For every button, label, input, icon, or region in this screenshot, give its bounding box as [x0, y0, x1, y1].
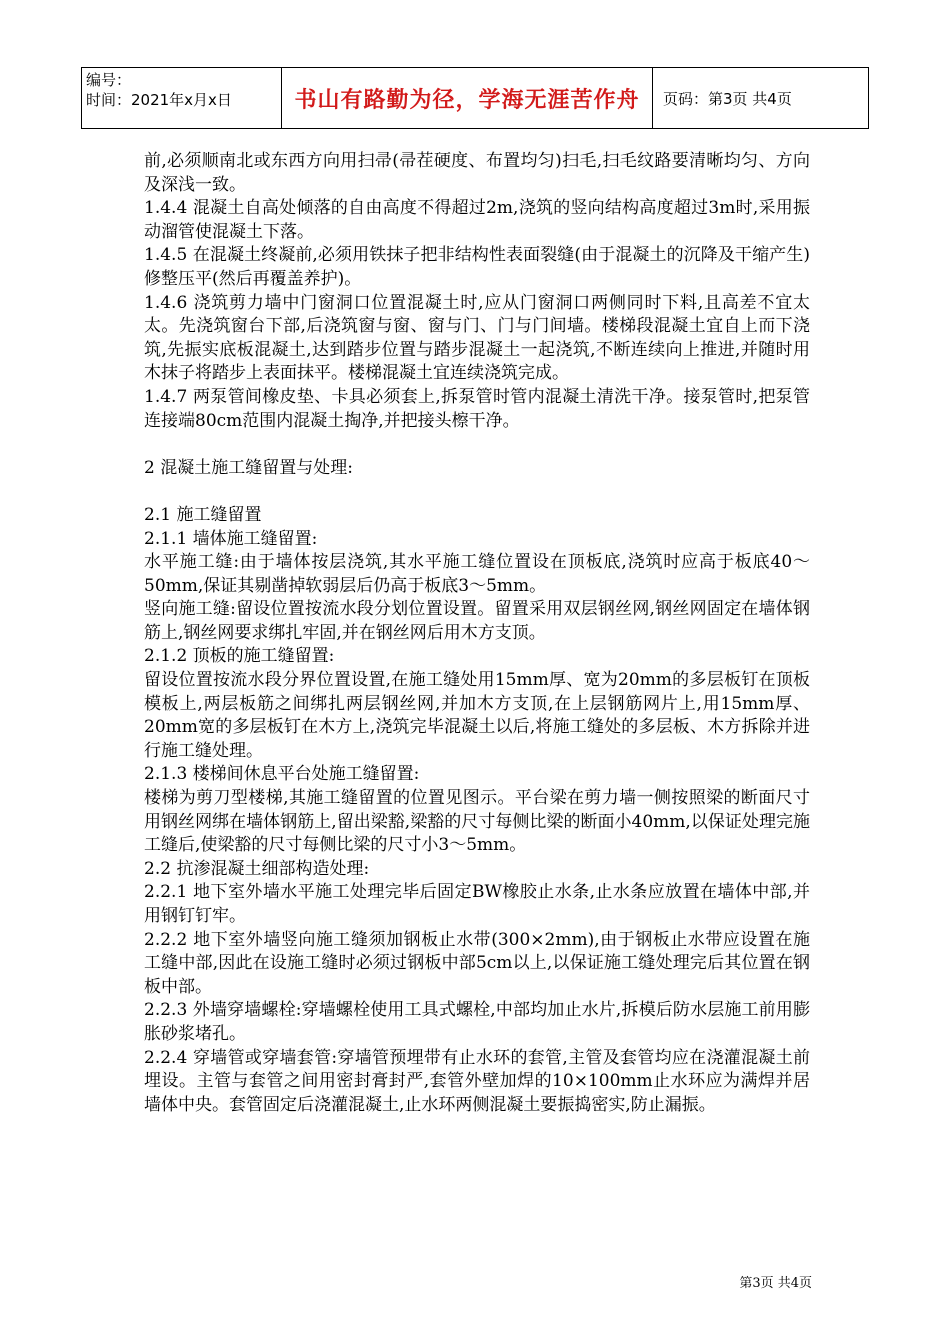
section-heading: 2 混凝土施工缝留置与处理: [144, 457, 353, 478]
body-paragraph: 1.4.6 浇筑剪力墙中门窗洞口位置混凝土时,应从门窗洞口两侧同时下料,且高差不宜太太。先浇筑窗台下部,后浇筑窗与窗、窗与门、门与门间墙。楼梯段混凝土宜自上而下浇筑,先振实底板混凝土,达到踏步位置与踏步混凝土一起浇筑,不断连续向上推进,并随时用木抹子将踏步上表面抹平。楼梯混凝土宜连续浇筑完成。 [144, 292, 810, 384]
document-number-label: 编号： [86, 71, 132, 89]
blank-line [144, 480, 810, 504]
body-paragraph: 2.2.2 地下室外墙竖向施工缝须加钢板止水带(300×2mm),由于钢板止水带应设置在施工缝中部,因此在设施工缝时必须过钢板中部5cm以上,以保证施工缝处理完后其位置在钢板中部。 [144, 929, 810, 997]
blank-line [144, 433, 810, 457]
page-header [81, 67, 869, 129]
body-paragraph: 2.2.4 穿墙管或穿墙套管:穿墙管预埋带有止水环的套管,主管及套管均应在浇灌混凝土前埋设。主管与套管之间用密封膏封严,套管外壁加焊的10×100mm止水环应为满焊并居墙体中央。套管固定后浇灌混凝土,止水环两侧混凝土要振捣密实,防止漏振。 [144, 1047, 810, 1115]
subsection-heading: 2.1.3 楼梯间休息平台处施工缝留置: [144, 764, 420, 785]
body-paragraph: 2.2.3 外墙穿墙螺栓:穿墙螺栓使用工具式螺栓,中部均加止水片,拆模后防水层施工前用膨胀砂浆堵孔。 [144, 1000, 810, 1044]
header-motto: 书山有路勤为径，学海无涯苦作舟 [282, 68, 653, 128]
subsection-heading: 2.1 施工缝留置 [144, 504, 262, 525]
page-footer: 第3页 共4页 [739, 1276, 812, 1291]
body-paragraph: 水平施工缝:由于墙体按层浇筑,其水平施工缝位置设在顶板底,浇筑时应高于板底40～50mm,保证其剔凿掉软弱层后仍高于板底3～5mm。 [144, 552, 810, 596]
header-page-label: 页码：第3页 共4页 [663, 89, 792, 108]
body-paragraph: 楼梯为剪刀型楼梯,其施工缝留置的位置见图示。平台梁在剪力墙一侧按照梁的断面尺寸用钢丝网绑在墙体钢筋上,留出梁豁,梁豁的尺寸每侧比梁的断面小40mm,以保证处理完施工缝后,使梁豁的尺寸每侧比梁的尺寸小3～5mm。 [144, 788, 810, 856]
body-paragraph: 2.2.1 地下室外墙水平施工处理完毕后固定BW橡胶止水条,止水条应放置在墙体中部,并用钢钉钉牢。 [144, 882, 810, 926]
body-paragraph: 前,必须顺南北或东西方向用扫帚(帚茬硬度、布置均匀)扫毛,扫毛纹路要清晰均匀、方向及深浅一致。 [144, 151, 810, 195]
body-paragraph: 竖向施工缝:留设位置按流水段分划位置设置。留置采用双层钢丝网,钢丝网固定在墙体钢筋上,钢丝网要求绑扎牢固,并在钢丝网后用木方支顶。 [144, 599, 810, 643]
document-body [144, 150, 810, 1117]
body-paragraph: 1.4.7 两泵管间橡皮垫、卡具必须套上,拆泵管时管内混凝土清洗干净。接泵管时,把泵管连接端80cm范围内混凝土掏净,并把接头檫干净。 [144, 386, 810, 431]
body-paragraph: 1.4.4 混凝土自高处倾落的自由高度不得超过2m,浇筑的竖向结构高度超过3m时,采用振动溜管使混凝土下落。 [144, 198, 810, 242]
document-time-label: 时间：2021年x月x日 [86, 91, 232, 109]
subsection-heading: 2.1.2 顶板的施工缝留置: [144, 646, 335, 667]
header-meta [82, 68, 282, 128]
body-paragraph: 1.4.5 在混凝土终凝前,必须用铁抹子把非结构性表面裂缝(由于混凝土的沉降及干缩产生)修整压平(然后再覆盖养护)。 [144, 245, 810, 289]
subsection-heading: 2.2 抗渗混凝土细部构造处理: [144, 858, 370, 879]
body-paragraph: 留设位置按流水段分界位置设置,在施工缝处用15mm厚、宽为20mm的多层板钉在顶板模板上,两层板筋之间绑扎两层钢丝网,并加木方支顶,在上层钢筋网片上,用15mm厚、20mm宽的多层板钉在木方上,浇筑完毕混凝土以后,将施工缝处的多层板、木方拆除并进行施工缝处理。 [144, 670, 810, 761]
subsection-heading: 2.1.1 墙体施工缝留置: [144, 528, 318, 549]
